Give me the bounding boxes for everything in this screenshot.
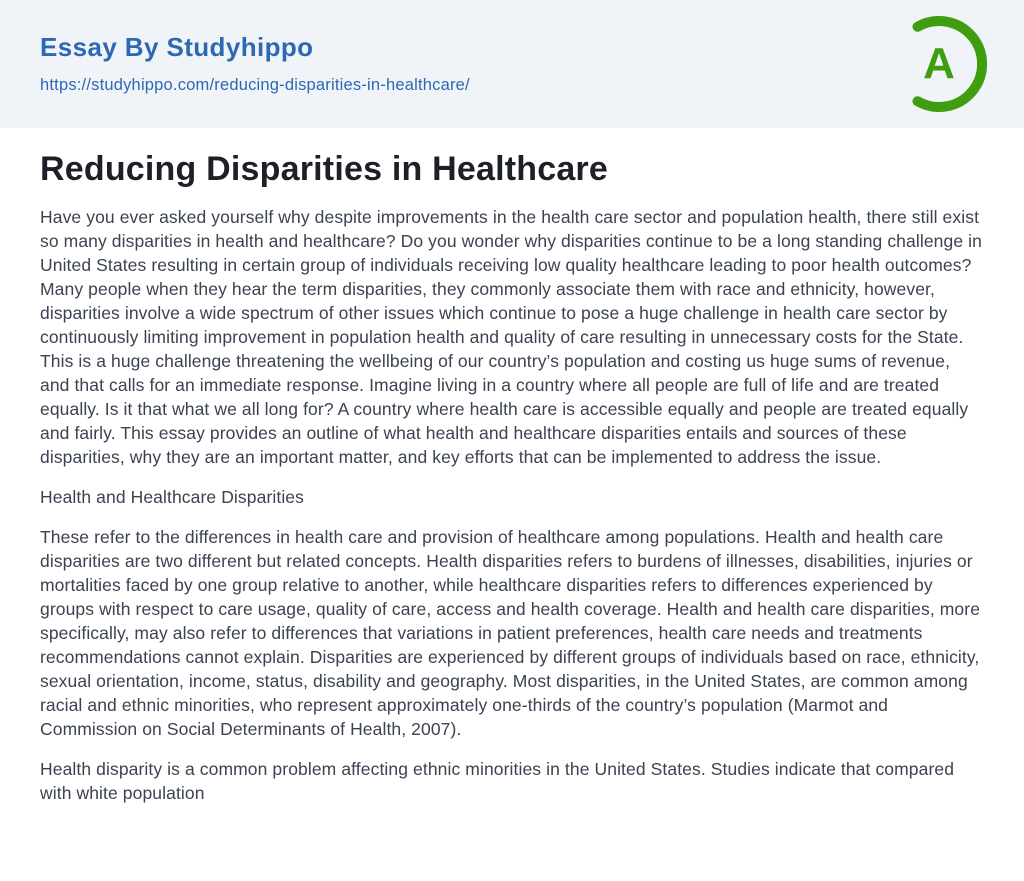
essay-title: Reducing Disparities in Healthcare (40, 150, 608, 188)
essay-paragraph-closing: Health disparity is a common problem affecting ethnic minorities in the United States. Studies indicate that compared with white population (40, 759, 955, 804)
essay-paragraph-intro: Have you ever asked yourself why despite improvements in the health care sector and population health, there still exist so many disparities in health and healthcare? Do you wonder why disparities continue to be a long standing challenge in United States resulting in certain group of individuals receiving low quality healthcare leading to poor health outcomes? Many people when they hear the term disparities, they commonly associate them with race and ethnicity, however, disparities involve a wide spectrum of other issues which continue to pose a huge challenge in health care sector by continuously limiting improvement in population health and quality of care resulting in unnecessary costs for the State. This is a huge challenge threatening the wellbeing of our country’s population and costing us huge sums of revenue, and that calls for an immediate response. Imagine living in a country where all people are full of life and are treated equally. Is it that what we all long for? A country where health care is accessible equally and people are treated equally and fairly. This essay provides an outline of what health and healthcare disparities entails and sources of these disparities, why they are an important matter, and key efforts that can be implemented to address the issue. (40, 207, 982, 468)
essay-content (0, 128, 1024, 881)
studyhippo-logo-icon (898, 16, 994, 112)
essay-url-link[interactable]: https://studyhippo.com/reducing-disparities-in-healthcare/ (40, 75, 470, 94)
section-heading: Health and Healthcare Disparities (40, 487, 304, 508)
page-header (0, 0, 1024, 128)
site-title: Essay By Studyhippo (40, 32, 314, 63)
logo-letter: A (923, 39, 955, 88)
essay-paragraph-definitions: These refer to the differences in health care and provision of healthcare among populations. Health and health care disparities are two different but related concepts. Health disparities refers to burdens of illnesses, disabilities, injuries or mortalities faced by one group relative to another, while healthcare disparities refers to differences experienced by groups with respect to care usage, quality of care, access and health coverage. Health and health care disparities, more specifically, may also refer to differences that variations in patient preferences, health care needs and treatments recommendations cannot explain. Disparities are experienced by different groups of individuals based on race, ethnicity, sexual orientation, income, status, disability and geography. Most disparities, in the United States, are common among racial and ethnic minorities, who represent approximately one-thirds of the country’s population (Marmot and Commission on Social Determinants of Health, 2007). (40, 527, 981, 740)
header-text-block (40, 33, 984, 95)
